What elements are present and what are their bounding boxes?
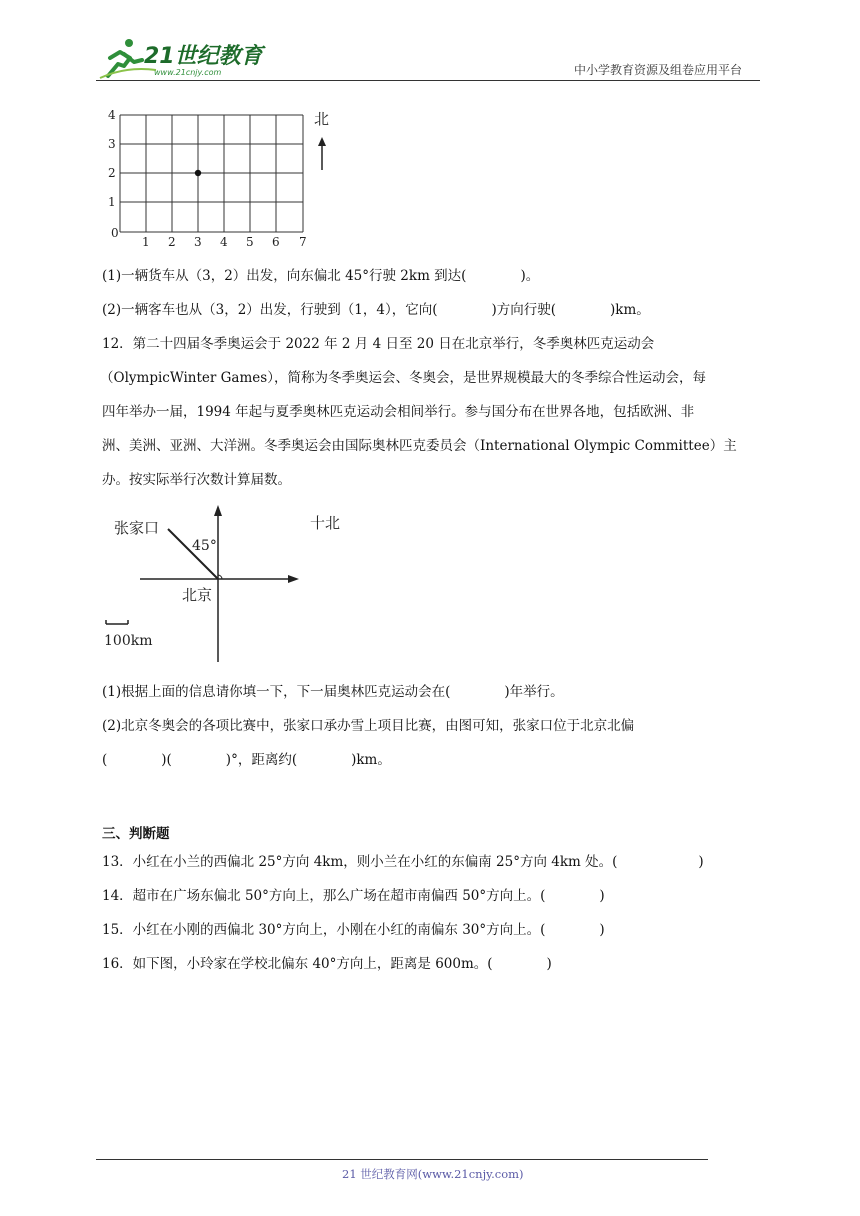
q13-item: 13．小红在小兰的西偏北 25°方向 4km，则小兰在小红的东偏南 25°方向 4km 处。( ) xyxy=(102,854,704,870)
header-platform-text: 中小学教育资源及组卷应用平台 xyxy=(574,63,743,77)
logo-runner-icon xyxy=(96,36,266,80)
y-tick-1: 1 xyxy=(108,195,116,209)
x-tick-6: 6 xyxy=(272,235,280,249)
q15-item: 15．小红在小刚的西偏北 30°方向上，小刚在小红的南偏东 30°方向上。( ) xyxy=(102,922,605,938)
beijing-label: 北京 xyxy=(182,586,213,604)
y-tick-2: 2 xyxy=(108,166,116,180)
start-point xyxy=(195,170,201,176)
zhangjiakou-label: 张家口 xyxy=(114,519,160,537)
x-tick-7: 7 xyxy=(299,235,307,249)
header-divider xyxy=(96,80,760,81)
x-tick-3: 3 xyxy=(194,235,202,249)
q16-item: 16．如下图，小玲家在学校北偏东 40°方向上，距离是 600m。( ) xyxy=(102,956,552,972)
x-tick-4: 4 xyxy=(220,235,228,249)
footer-divider xyxy=(96,1159,708,1160)
q12-part2-line2: ( )( )°，距离约( )km。 xyxy=(102,752,391,768)
q12-line-1: 12．第二十四届冬季奥运会于 2022 年 2 月 4 日至 20 日在北京举行，冬季奥林匹克运动会 xyxy=(102,336,655,352)
zhangjiakou-direction-line xyxy=(168,529,218,579)
north-label: 北 xyxy=(314,110,330,128)
y-tick-4: 4 xyxy=(108,108,116,122)
coordinate-grid-figure xyxy=(100,104,340,254)
y-tick-0: 0 xyxy=(111,226,119,240)
logo-text: 21世纪教育 xyxy=(144,44,263,69)
q12-part2-line1: (2)北京冬奥会的各项比赛中，张家口承办雪上项目比赛，由图可知，张家口位于北京北偏 xyxy=(102,718,635,734)
north-arrow-icon xyxy=(318,137,326,170)
site-logo xyxy=(96,36,266,80)
x-tick-1: 1 xyxy=(142,235,150,249)
q12-part1: (1)根据上面的信息请你填一下，下一届奥林匹克运动会在( )年举行。 xyxy=(102,684,564,700)
q12-line-2: （OlympicWinter Games），简称为冬季奥运会、冬奥会，是世界规模最大的冬季综合性运动会，每 xyxy=(100,370,706,386)
x-tick-5: 5 xyxy=(246,235,254,249)
q11-part1: (1)一辆货车从（3，2）出发，向东偏北 45°行驶 2km 到达( )。 xyxy=(102,268,540,284)
scale-label: 100km xyxy=(104,633,153,649)
axis-right-arrow-icon xyxy=(288,575,299,583)
logo-url: www.21cnjy.com xyxy=(154,68,222,77)
x-tick-2: 2 xyxy=(168,235,176,249)
q12-line-5: 办。按实际举行次数计算届数。 xyxy=(102,472,291,488)
scale-bar xyxy=(106,620,128,624)
grid-lines xyxy=(120,115,303,232)
y-tick-3: 3 xyxy=(108,137,116,151)
q12-line-3: 四年举办一届，1994 年起与夏季奥林匹克运动会相间举行。参与国分布在世界各地，包括欧洲、非 xyxy=(102,404,695,420)
q11-part2: (2)一辆客车也从（3，2）出发，行驶到（1，4），它向( )方向行驶( )km。 xyxy=(102,302,650,318)
section-3-title: 三、判断题 xyxy=(102,826,170,842)
north-label-2: 十北 xyxy=(310,514,341,532)
q14-item: 14．超市在广场东偏北 50°方向上，那么广场在超市南偏西 50°方向上。( ) xyxy=(102,888,605,904)
footer-site-link[interactable]: 21 世纪教育网(www.21cnjy.com) xyxy=(342,1167,524,1181)
axis-up-arrow-icon xyxy=(214,505,222,516)
angle-label: 45° xyxy=(192,538,217,554)
q12-line-4: 洲、美洲、亚洲、大洋洲。冬季奥运会由国际奥林匹克委员会（International Olympic Committee）主 xyxy=(102,438,737,454)
beijing-direction-figure xyxy=(104,502,354,668)
